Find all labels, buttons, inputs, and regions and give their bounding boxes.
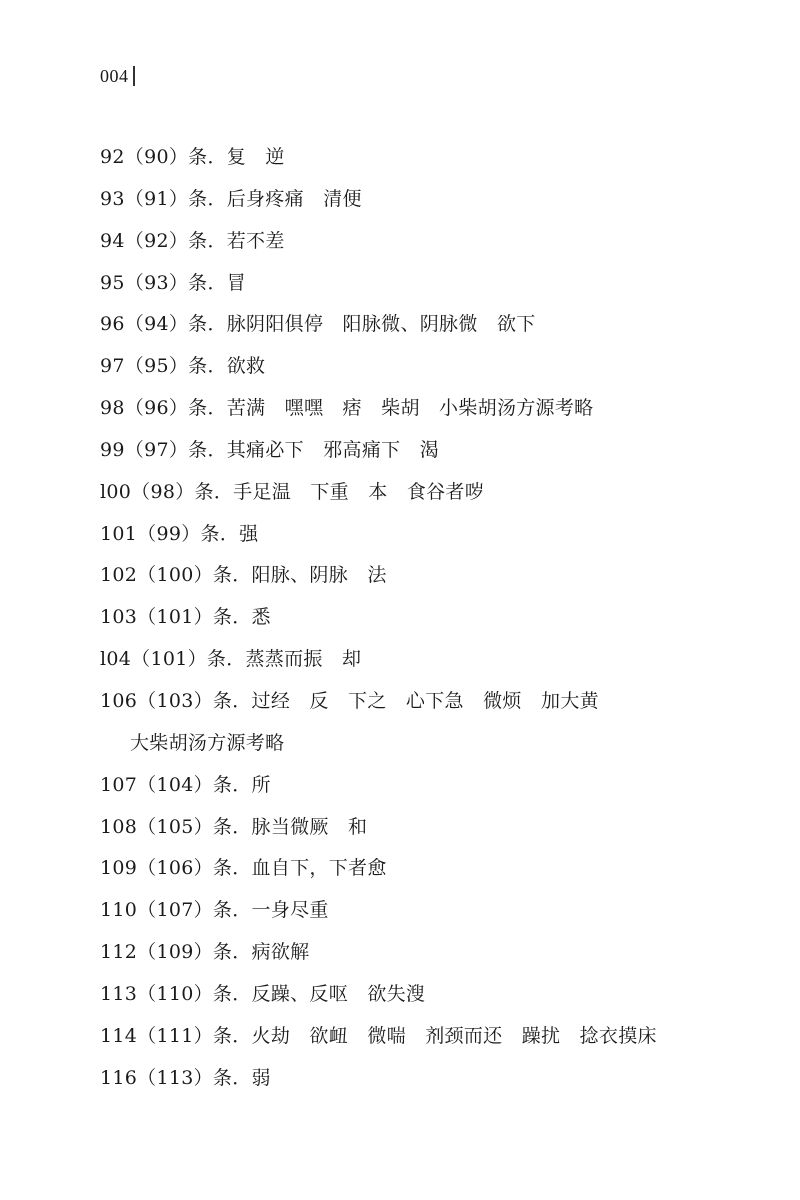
list-item: 116（113）条．弱 xyxy=(100,1066,271,1089)
list-item: 95（93）条．冒 xyxy=(100,271,247,294)
list-item: 113（110）条．反躁、反呕 欲失溲 xyxy=(100,982,426,1005)
list-item: 99（97）条．其痛必下 邪高痛下 渴 xyxy=(100,438,440,461)
page-header xyxy=(100,62,135,90)
list-item: 97（95）条．欲救 xyxy=(100,355,266,378)
list-item: 112（109）条．病欲解 xyxy=(100,941,310,964)
entry-list xyxy=(100,137,760,1099)
list-item: 106（103）条．过经 反 下之 心下急 微烦 加大黄 xyxy=(100,689,599,712)
list-item: 102（100）条．阳脉、阴脉 法 xyxy=(100,564,387,587)
list-item: 92（90）条．复 逆 xyxy=(100,146,285,168)
header-rule xyxy=(133,66,135,86)
list-item: 107（104）条．所 xyxy=(100,773,271,796)
list-item: 94（92）条．若不差 xyxy=(100,229,285,252)
page-number: 004 xyxy=(100,65,129,86)
list-item: l04（101）条．蒸蒸而振 却 xyxy=(100,648,362,671)
list-item: 96（94）条．脉阴阳俱停 阳脉微、阴脉微 欲下 xyxy=(100,313,536,336)
list-item: l00（98）条．手足温 下重 本 食谷者哕 xyxy=(100,480,485,503)
list-item: 109（106）条．血自下，下者愈 xyxy=(100,857,387,880)
list-item: 108（105）条．脉当微厥 和 xyxy=(100,815,368,838)
list-item: 103（101）条．悉 xyxy=(100,606,271,629)
list-item: 101（99）条．强 xyxy=(100,522,259,545)
list-item-continuation: 大柴胡汤方源考略 xyxy=(130,731,285,754)
list-item: 110（107）条．一身尽重 xyxy=(100,899,329,922)
list-item: 93（91）条．后身疼痛 清便 xyxy=(100,187,362,210)
list-item: 98（96）条．苦满 嘿嘿 痞 柴胡 小柴胡汤方源考略 xyxy=(100,397,594,420)
list-item: 114（111）条．火劫 欲衄 微喘 剂颈而还 躁扰 捻衣摸床 xyxy=(100,1024,657,1047)
